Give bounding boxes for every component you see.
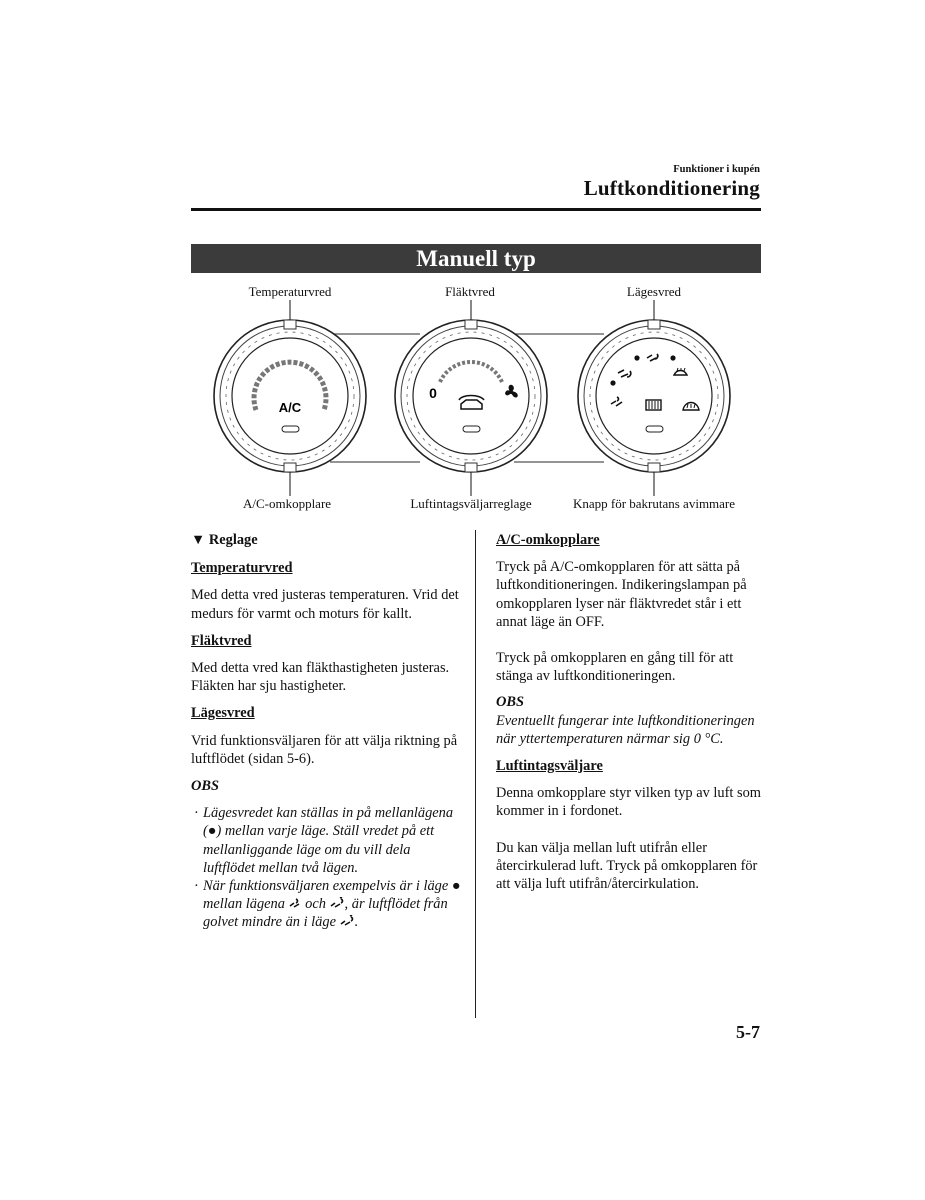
obs-label: OBS (191, 778, 219, 795)
floor-defrost-mode-icon (340, 915, 355, 926)
mode-intermediate-dot (670, 355, 675, 360)
mode-heading: Lägesvred (191, 705, 255, 722)
floor-defrost-mode-icon (330, 897, 345, 908)
fan-heading: Fläktvred (191, 632, 252, 649)
rear-defrost-button-indicator[interactable] (646, 426, 663, 432)
intake-heading: Luftintagsväljare (496, 758, 603, 775)
obs-bullet-2: · När funktionsväljaren exempelvis är i läge ● mellan lägena och , är luftflödet från golvet mindre än i läge . (194, 878, 461, 931)
fan-text-1: Med detta vred kan fläkthastigheten justeras. (191, 660, 450, 677)
label-ac-switch: A/C-omkopplare (242, 496, 332, 511)
mode-text: Vrid funktionsväljaren för att välja riktning på luftflödet (sidan 5-6). (191, 732, 458, 767)
fan-knob[interactable] (395, 320, 547, 472)
mode-intermediate-dot (634, 355, 639, 360)
right-column (496, 531, 766, 893)
section-subtitle: Funktioner i kupén (673, 164, 760, 175)
manual-type-banner: Manuell typ (191, 244, 761, 273)
intake-text-1: Denna omkopplare styr vilken typ av luft som kommer in i fordonet. (496, 785, 761, 820)
triangle-marker-icon: ▼ (191, 532, 206, 548)
ac-switch-text-2: Tryck på omkopplaren en gång till för att stänga av luftkonditioneringen. (496, 650, 734, 685)
floor-mode-icon (289, 897, 302, 908)
mode-knob[interactable] (578, 320, 730, 472)
left-column (191, 531, 461, 932)
ac-switch-heading: A/C-omkopplare (496, 532, 600, 548)
intake-text-2: Du kan välja mellan luft utifrån eller återcirkulerad luft. Tryck på omkopplaren för att välja luft utifrån/återcirkulation. (496, 839, 758, 893)
label-fan-knob: Fläktvred (445, 284, 495, 299)
mode-intermediate-dot (610, 380, 615, 385)
section-title: Luftkonditionering (583, 176, 760, 200)
obs-label: OBS (496, 694, 524, 711)
ac-switch-text-1: Tryck på A/C-omkopplaren för att sätta på luftkonditioneringen. Indikeringslampan på omkopplaren lyser när fläktvredet står i ett annat läge än OFF. (496, 559, 747, 630)
controls-heading: ▼ Reglage (191, 532, 258, 548)
temperature-heading: Temperaturvred (191, 560, 293, 577)
fan-off-text: 0 (429, 385, 437, 401)
ac-text: A/C (278, 400, 302, 415)
obs-bullet-1: · Lägesvredet kan ställas in på mellanlägena (●) mellan varje läge. Ställ vredet på ett mellanliggande läge om du vill dela luftflödet mellan två lägen. (194, 805, 454, 876)
temperature-text: Med detta vred justeras temperaturen. Vrid det medurs för varmt och moturs för kallt. (191, 587, 459, 622)
obs-text: Eventuellt fungerar inte luftkonditioneringen när yttertemperaturen närmar sig 0 °C. (496, 712, 755, 747)
header-rule (191, 208, 761, 211)
label-mode-knob: Lägesvred (626, 284, 682, 299)
temperature-knob[interactable] (214, 320, 366, 472)
fan-text-2: Fläkten har sju hastigheter. (191, 678, 347, 695)
climate-control-panel-diagram (190, 300, 760, 496)
page-number: 5-7 (736, 1022, 760, 1042)
ac-switch-indicator[interactable] (282, 426, 299, 432)
column-divider (475, 530, 476, 1018)
intake-switch-indicator[interactable] (463, 426, 480, 432)
label-rear-defrost-button: Knapp för bakrutans avimmare (572, 496, 736, 511)
label-intake-switch: Luftintagsväljarreglage (410, 496, 532, 511)
label-temperature-knob: Temperaturvred (248, 284, 332, 299)
obs-bullets (191, 804, 461, 931)
